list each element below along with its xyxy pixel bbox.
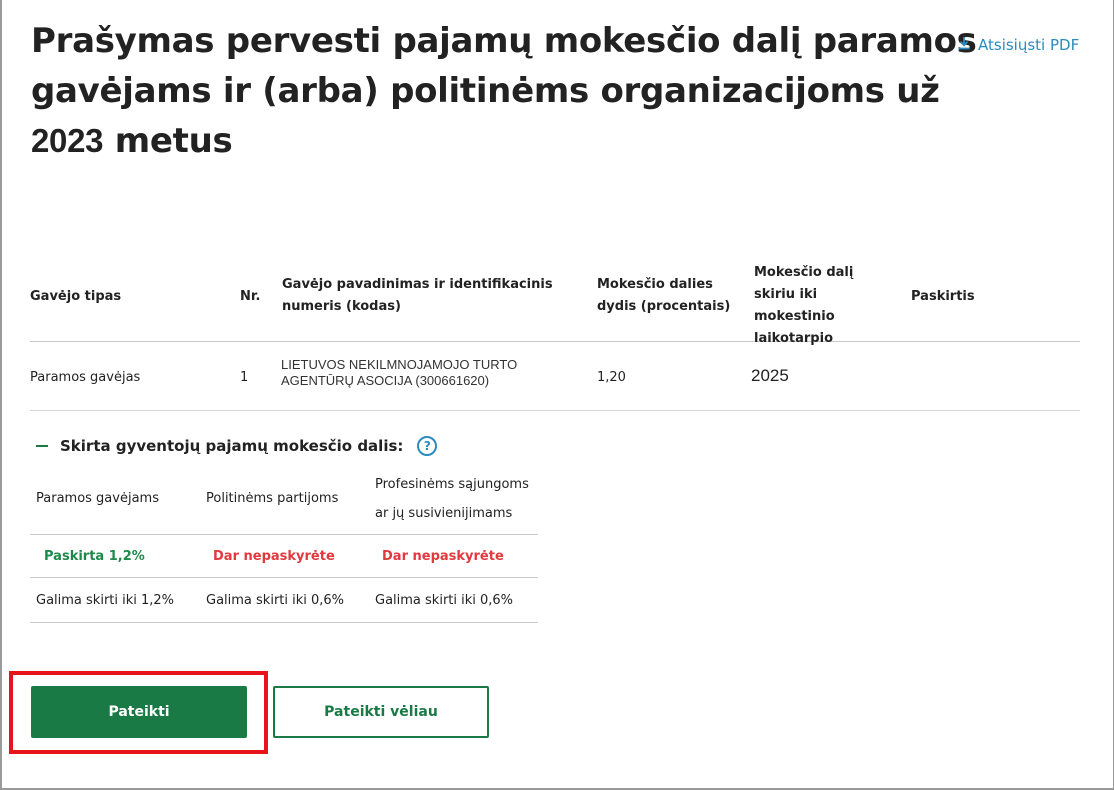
allocation-limits-row xyxy=(30,578,538,623)
allocation-header-row xyxy=(30,470,538,535)
page-title-suffix: metus xyxy=(114,121,233,161)
page-title-line-3 xyxy=(31,116,931,166)
status-parties: Dar nepaskyrėte xyxy=(213,549,335,564)
page-title-year: 2023 xyxy=(31,122,104,159)
status-recipients: Paskirta 1,2% xyxy=(44,549,145,564)
allocation-header-unions-line-2: ar jų susivienijimams xyxy=(375,506,513,521)
page-frame-left-edge xyxy=(0,0,2,790)
allocation-table xyxy=(30,470,538,623)
allocation-header-unions-line-1: Profesinėms sąjungoms xyxy=(375,477,529,492)
download-icon xyxy=(956,35,972,55)
download-pdf-label: Atsisiųsti PDF xyxy=(978,36,1080,54)
limit-unions: Galima skirti iki 0,6% xyxy=(375,593,514,608)
cell-number: 1 xyxy=(240,370,249,385)
cell-until-year: 2025 xyxy=(751,366,789,385)
page-title xyxy=(31,16,977,166)
submit-button[interactable]: Pateikti xyxy=(31,686,247,738)
cell-recipient-name-line-2: AGENTŪRŲ ASOCIJA (300661620) xyxy=(281,373,490,388)
allocation-status-row xyxy=(30,535,538,578)
recipients-table-header xyxy=(30,262,1080,346)
header-recipient-type: Gavėjo tipas xyxy=(30,289,122,304)
status-unions: Dar nepaskyrėte xyxy=(382,549,504,564)
allocation-header-parties: Politinėms partijoms xyxy=(206,491,339,506)
header-recipient-name: Gavėjo pavadinimas ir identifikacinis numeris (kodas) xyxy=(282,277,553,314)
page-title-line-2: gavėjams ir (arba) politinėms organizacijoms už xyxy=(31,71,940,111)
header-number: Nr. xyxy=(240,289,261,304)
allocation-header-recipients: Paramos gavėjams xyxy=(36,491,159,506)
header-purpose: Paskirtis xyxy=(911,289,975,304)
header-percent: Mokesčio dalies dydis (procentais) xyxy=(597,277,731,314)
limit-recipients: Galima skirti iki 1,2% xyxy=(36,593,175,608)
page-title-line-1: Prašymas pervesti pajamų mokesčio dalį paramos xyxy=(31,21,977,61)
cell-recipient-name xyxy=(281,357,517,389)
table-row xyxy=(30,342,1080,411)
cell-recipient-name-line-1: LIETUVOS NEKILMNOJAMOJO TURTO xyxy=(281,357,518,372)
collapse-icon[interactable] xyxy=(36,445,48,447)
submit-later-button[interactable]: Pateikti vėliau xyxy=(273,686,489,738)
download-pdf-link[interactable] xyxy=(956,35,1079,55)
question-icon[interactable]: ? xyxy=(417,436,437,456)
cell-recipient-type: Paramos gavėjas xyxy=(30,370,141,385)
cell-percent: 1,20 xyxy=(597,370,626,385)
limit-parties: Galima skirti iki 0,6% xyxy=(206,593,345,608)
allocation-section-header[interactable] xyxy=(36,436,437,456)
allocation-section-title: Skirta gyventojų pajamų mokesčio dalis: xyxy=(60,437,404,455)
header-until-period: Mokesčio dalį skiriu iki mokestinio laikotarpio xyxy=(754,265,854,346)
